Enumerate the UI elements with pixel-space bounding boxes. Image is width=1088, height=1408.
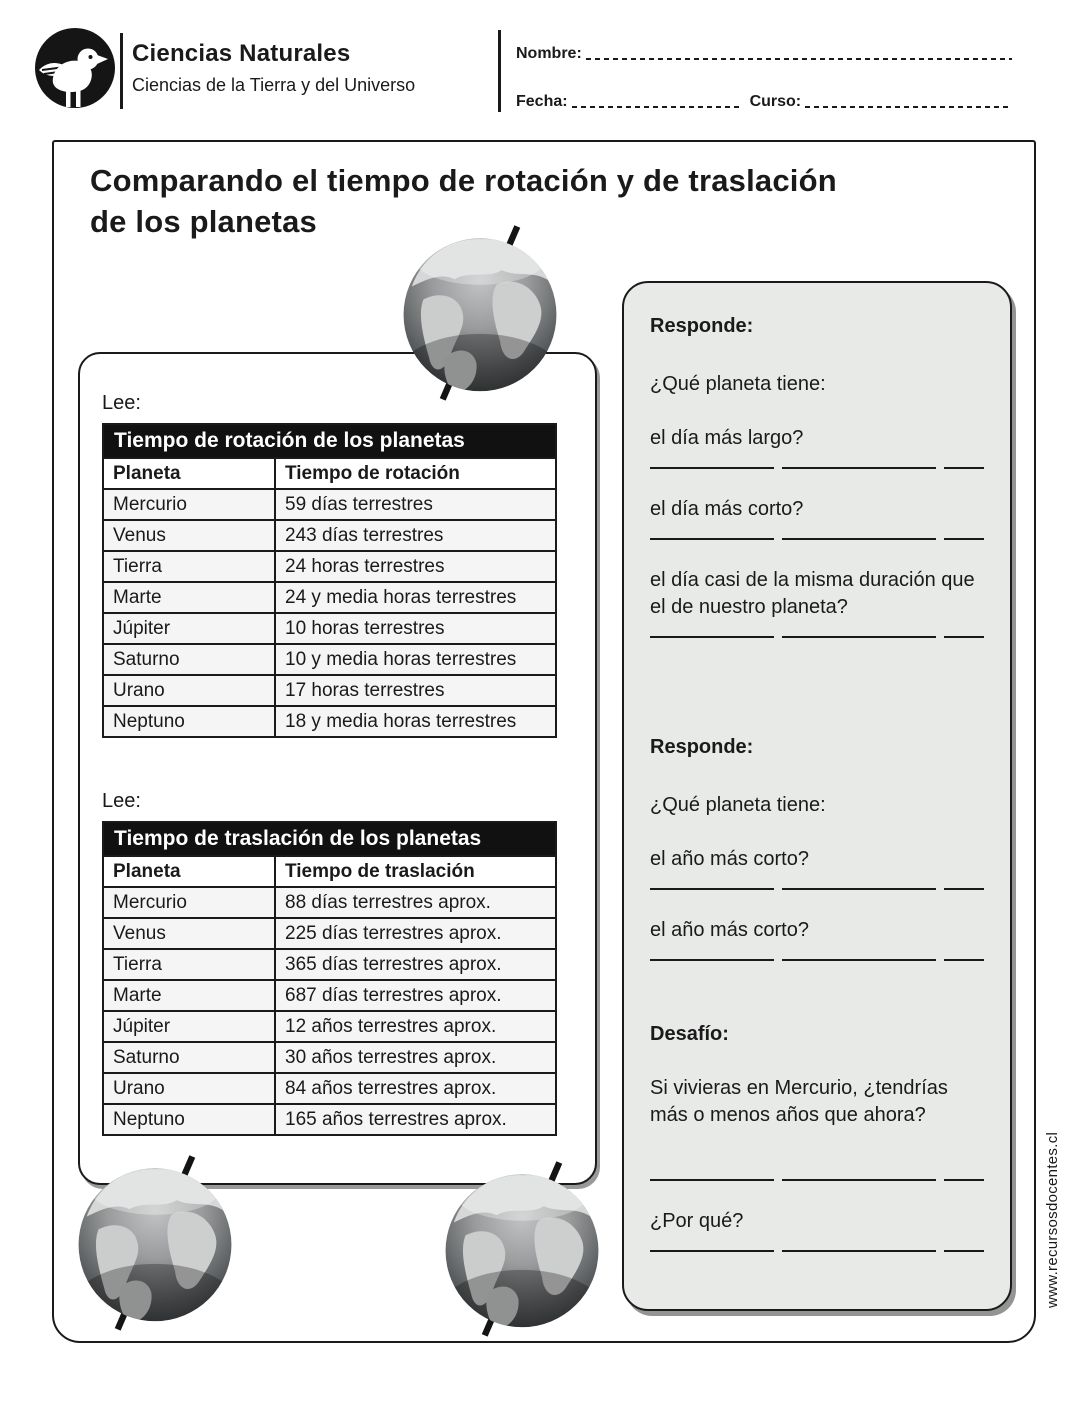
table-row: [103, 1011, 556, 1042]
planet-cell: Venus: [103, 520, 275, 551]
question: el día más largo?: [650, 427, 804, 449]
planet-cell: Tierra: [103, 551, 275, 582]
value-cell: 30 años terrestres aprox.: [275, 1042, 556, 1073]
answer-line: [650, 1179, 984, 1181]
brand-title: Ciencias Naturales: [132, 40, 351, 67]
table-row: [103, 887, 556, 918]
planet-cell: Venus: [103, 918, 275, 949]
value-cell: 12 años terrestres aprox.: [275, 1011, 556, 1042]
earth-globe-icon: [431, 1157, 613, 1339]
value-cell: 165 años terrestres aprox.: [275, 1104, 556, 1135]
section-heading: Responde:: [650, 736, 754, 758]
planet-cell: Júpiter: [103, 1011, 275, 1042]
brand-subtitle: Ciencias de la Tierra y del Universo: [132, 75, 416, 95]
planet-cell: Júpiter: [103, 613, 275, 644]
value-cell: 243 días terrestres: [275, 520, 556, 551]
fecha-label: Fecha:: [516, 93, 568, 110]
answer-line: [650, 467, 984, 469]
table-row: [103, 520, 556, 551]
answer-line: [650, 1250, 984, 1252]
table-header-row: [103, 856, 556, 887]
planet-cell: Neptuno: [103, 1104, 275, 1135]
table-row: [103, 489, 556, 520]
table-row: [103, 1104, 556, 1135]
table-header-row: [103, 458, 556, 489]
table-row: [103, 675, 556, 706]
value-cell: 225 días terrestres aprox.: [275, 918, 556, 949]
table-row: [103, 949, 556, 980]
questions-panel: [622, 281, 1012, 1311]
answer-line: [650, 538, 984, 540]
table-row: [103, 582, 556, 613]
planet-cell: Marte: [103, 980, 275, 1011]
section-heading: Responde:: [650, 315, 754, 337]
value-cell: 59 días terrestres: [275, 489, 556, 520]
value-cell: 24 horas terrestres: [275, 551, 556, 582]
student-fields: [498, 30, 1012, 112]
planet-cell: Neptuno: [103, 706, 275, 737]
value-cell: 17 horas terrestres: [275, 675, 556, 706]
planet-cell: Mercurio: [103, 489, 275, 520]
brand-divider: [120, 33, 123, 109]
question: el año más corto?: [650, 848, 809, 870]
fecha-blank-line: [572, 106, 740, 108]
lee-label: Lee:: [102, 790, 141, 812]
brand-block: [132, 40, 415, 96]
table-row: [103, 644, 556, 675]
table-row: [103, 980, 556, 1011]
table-row: [103, 1073, 556, 1104]
table-row: [103, 551, 556, 582]
column-header-tiempo: Tiempo de rotación: [275, 458, 556, 489]
question: el año más corto?: [650, 919, 809, 941]
table-row: [103, 706, 556, 737]
value-cell: 24 y media horas terrestres: [275, 582, 556, 613]
website-url: www.recursosdocentes.cl: [1044, 1131, 1061, 1308]
planet-cell: Mercurio: [103, 887, 275, 918]
answer-line: [650, 959, 984, 961]
table-row: [103, 918, 556, 949]
earth-globe-icon: [389, 221, 571, 403]
section-intro: ¿Qué planeta tiene:: [650, 794, 826, 816]
rotation-table: [102, 423, 557, 738]
answer-line: [650, 636, 984, 638]
question: el día casi de la misma duración que el de nuestro planeta?: [650, 569, 975, 618]
column-header-planeta: Planeta: [103, 458, 275, 489]
reading-box: [78, 352, 597, 1185]
rotation-table-title: Tiempo de rotación de los planetas: [103, 424, 556, 458]
translation-table-title: Tiempo de traslación de los planetas: [103, 822, 556, 856]
table-row: [103, 1042, 556, 1073]
column-header-planeta: Planeta: [103, 856, 275, 887]
value-cell: 10 y media horas terrestres: [275, 644, 556, 675]
question: ¿Por qué?: [650, 1210, 744, 1232]
question: Si vivieras en Mercurio, ¿tendrías más o menos años que ahora?: [650, 1077, 948, 1126]
curso-label: Curso:: [749, 93, 802, 110]
planet-cell: Marte: [103, 582, 275, 613]
value-cell: 365 días terrestres aprox.: [275, 949, 556, 980]
nombre-blank-line: [586, 58, 1012, 60]
translation-table: [102, 821, 557, 1136]
section-heading: Desafío:: [650, 1023, 729, 1045]
planet-cell: Urano: [103, 675, 275, 706]
page-title-line1: Comparando el tiempo de rotación y de traslación: [90, 163, 837, 198]
nombre-label: Nombre:: [516, 45, 582, 62]
planet-cell: Urano: [103, 1073, 275, 1104]
value-cell: 10 horas terrestres: [275, 613, 556, 644]
curso-blank-line: [805, 106, 1012, 108]
column-header-tiempo: Tiempo de traslación: [275, 856, 556, 887]
page-title-line2: de los planetas: [90, 204, 317, 240]
section-intro: ¿Qué planeta tiene:: [650, 373, 826, 395]
earth-globe-icon: [64, 1151, 246, 1333]
table-row: [103, 613, 556, 644]
lee-label: Lee:: [102, 392, 141, 414]
value-cell: 84 años terrestres aprox.: [275, 1073, 556, 1104]
planet-cell: Saturno: [103, 644, 275, 675]
value-cell: 18 y media horas terrestres: [275, 706, 556, 737]
planet-cell: Tierra: [103, 949, 275, 980]
planet-cell: Saturno: [103, 1042, 275, 1073]
publisher-bird-logo-icon: [33, 26, 117, 110]
question: el día más corto?: [650, 498, 804, 520]
value-cell: 88 días terrestres aprox.: [275, 887, 556, 918]
value-cell: 687 días terrestres aprox.: [275, 980, 556, 1011]
answer-line: [650, 888, 984, 890]
